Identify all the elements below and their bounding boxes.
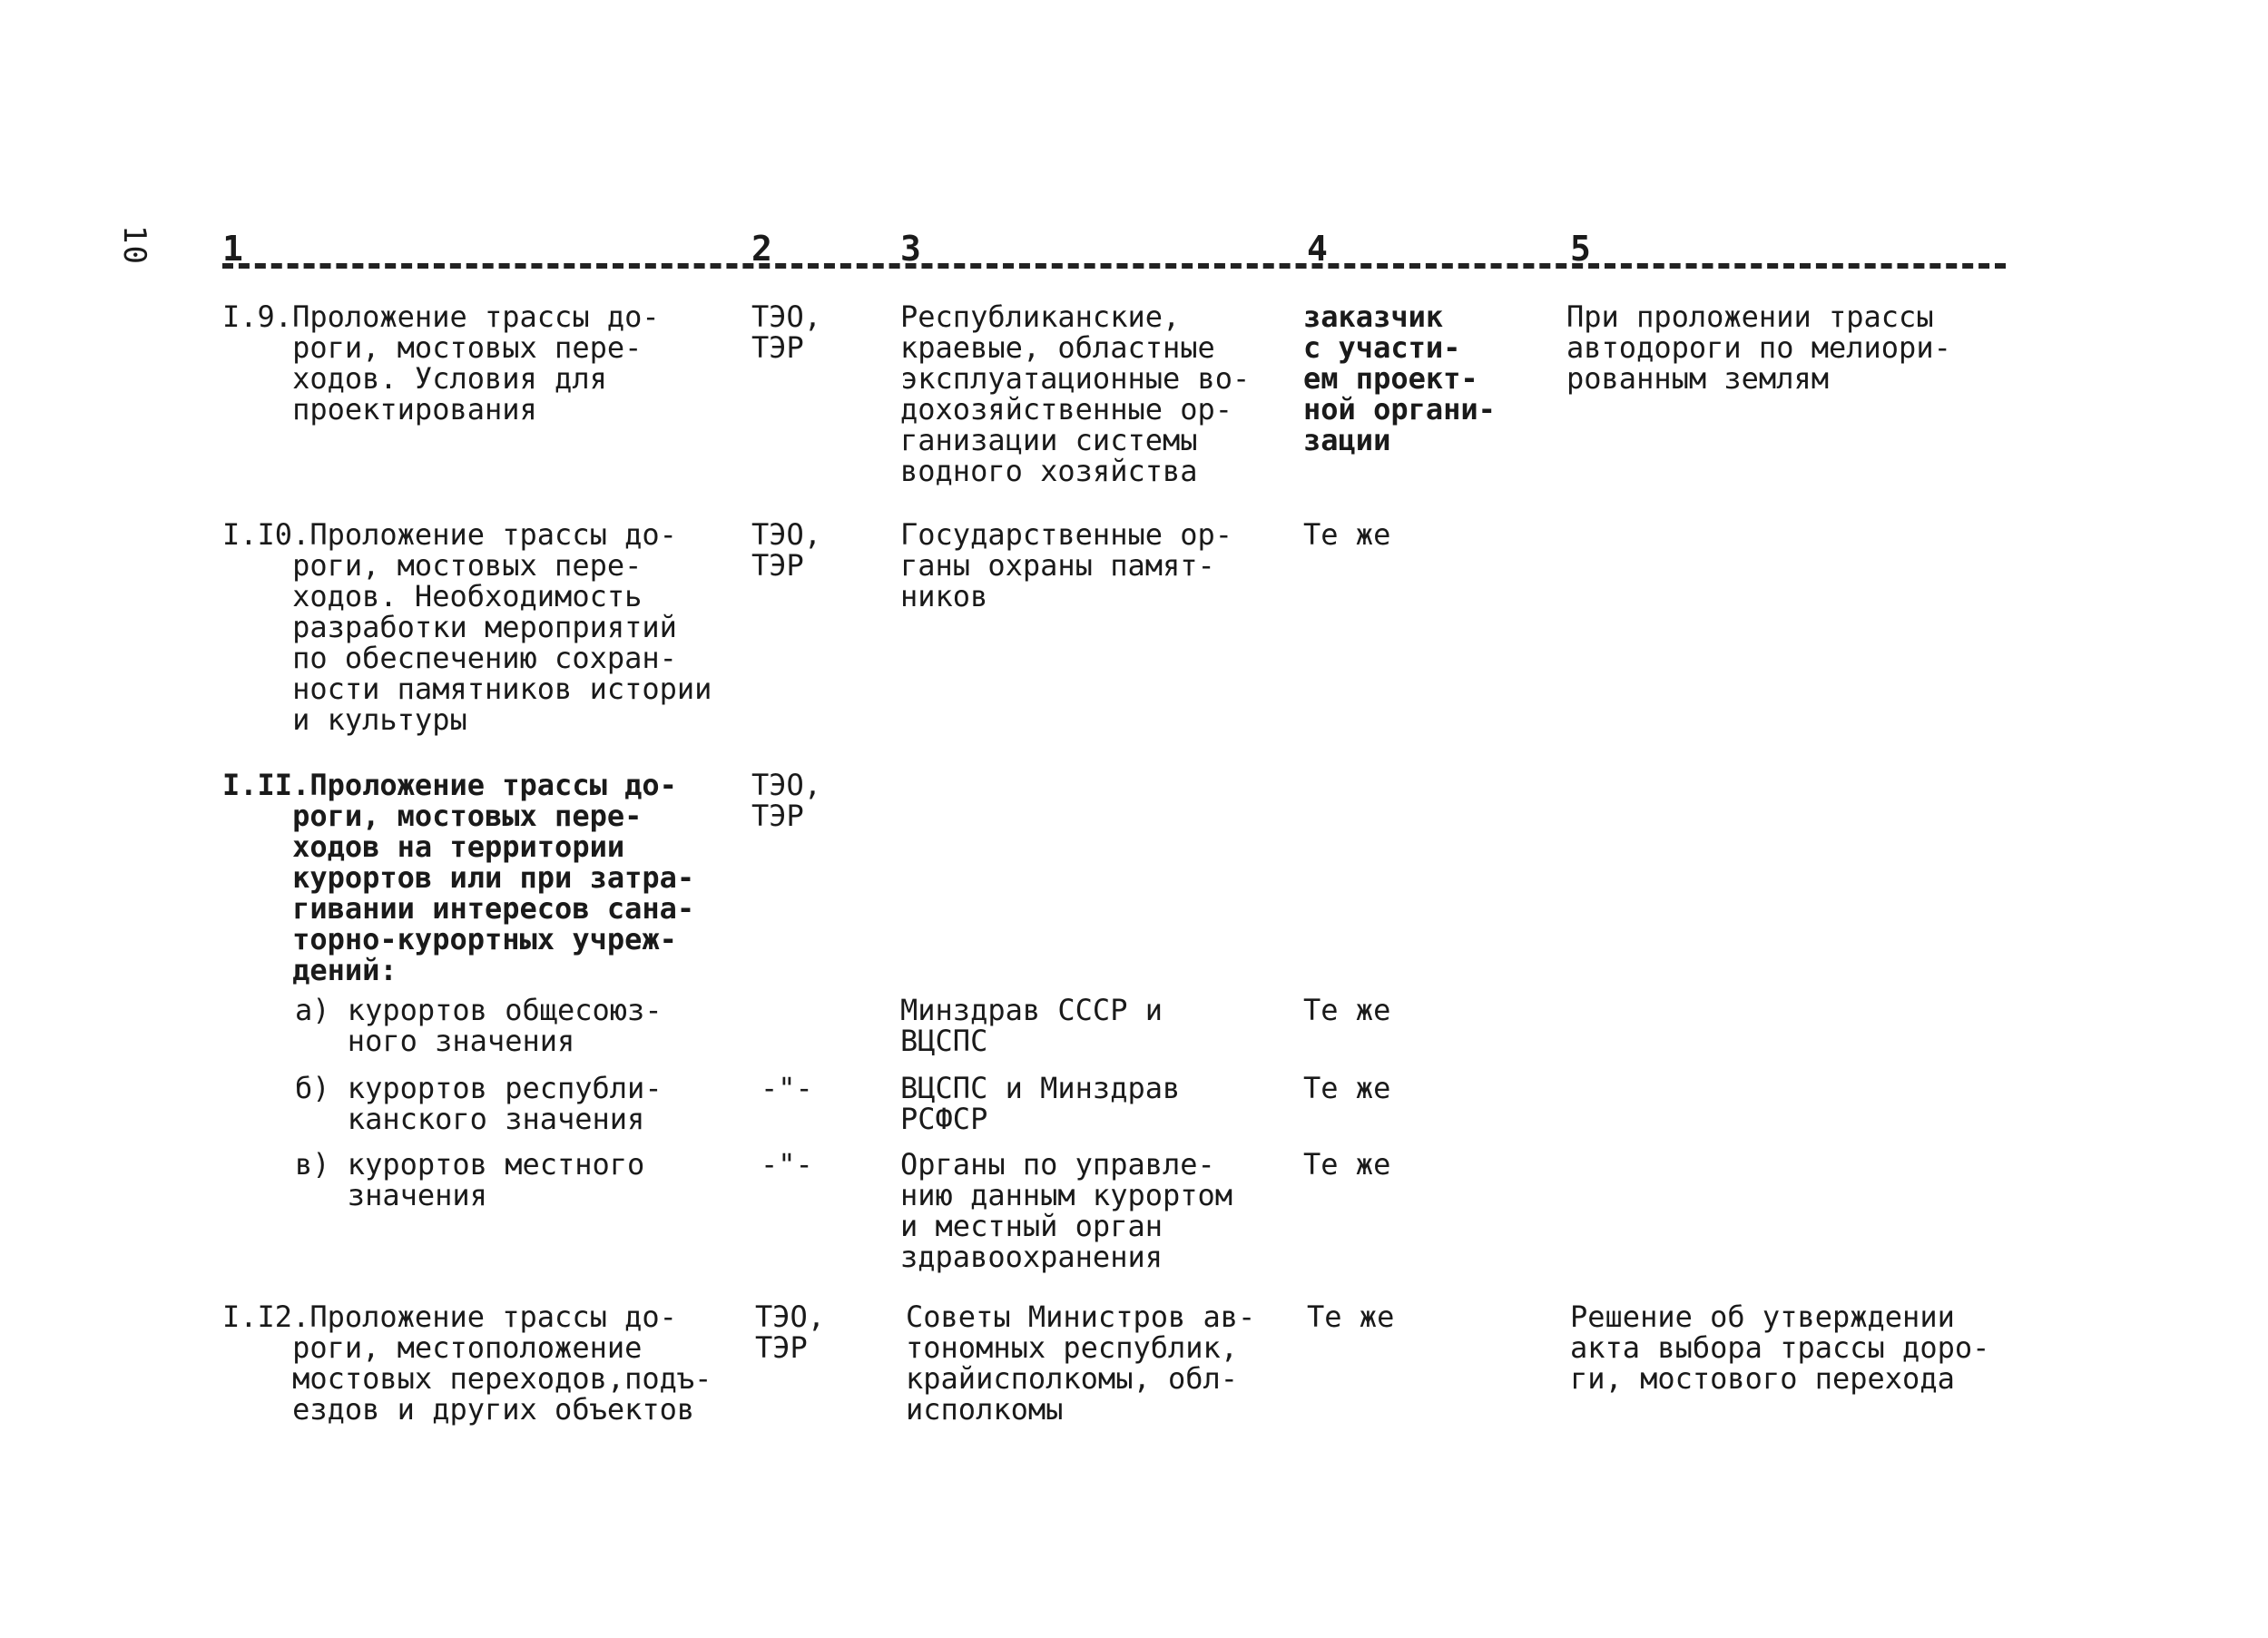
row-i11a-party: Те же <box>1303 993 1391 1027</box>
row-i11b-party: Те же <box>1303 1071 1391 1105</box>
row-i11b-stage: -"- <box>761 1071 813 1105</box>
column-header-4: 4 <box>1307 229 1328 269</box>
column-header-5: 5 <box>1570 229 1591 269</box>
row-i11a-authority: Минздрав СССР и ВЦСПС <box>900 993 1163 1058</box>
row-i9-authority: Республиканские, краевые, областные эксплуатационные во- дохозяйственные ор- ганизации системы водного хозяйства <box>900 299 1251 488</box>
row-i9-party: заказчик с участи- ем проект- ной органи- зации <box>1303 299 1496 457</box>
row-i11b-subject: б) курортов республи- канского значения <box>295 1071 663 1136</box>
row-i11a-subject: а) курортов общесоюз- ного значения <box>295 993 663 1058</box>
row-i11-stage: ТЭО, ТЭР <box>751 768 822 833</box>
header-divider <box>222 263 2006 269</box>
row-i9-note: При проложении трассы автодороги по мелиори- рованным землям <box>1566 299 1951 396</box>
row-i11v-party: Те же <box>1303 1147 1391 1182</box>
row-i11v-subject: в) курортов местного значения <box>295 1147 645 1212</box>
page-number: 10 <box>116 225 152 266</box>
row-i10-subject: I.I0.Проложение трассы до- роги, мостовых пере- ходов. Необходимость разработки мероприятий по обеспечению сохран- ности памятников истории и культуры <box>222 517 712 737</box>
column-header-3: 3 <box>900 229 921 269</box>
row-i10-authority: Государственные ор- ганы охраны памят- ников <box>900 517 1233 613</box>
row-i9-subject: I.9.Проложение трассы до- роги, мостовых пере- ходов. Условия для проектирования <box>222 299 660 427</box>
row-i11-subject: I.II.Проложение трассы до- роги, мостовых пере- ходов на территории курортов или при затра- гивании интересов сана- торно-курортных учреж- дений: <box>222 768 695 987</box>
column-header-2: 2 <box>751 229 772 269</box>
row-i11v-stage: -"- <box>761 1147 813 1182</box>
row-i12-stage: ТЭО, ТЭР <box>755 1300 826 1365</box>
column-header-1: 1 <box>222 229 243 269</box>
row-i9-stage: ТЭО, ТЭР <box>751 299 822 365</box>
row-i12-party: Те же <box>1307 1300 1395 1334</box>
row-i12-note: Решение об утверждении акта выбора трассы доро- ги, мостового перехода <box>1570 1300 1990 1396</box>
row-i11b-authority: ВЦСПС и Минздрав РСФСР <box>900 1071 1181 1136</box>
row-i10-stage: ТЭО, ТЭР <box>751 517 822 583</box>
row-i12-authority: Советы Министров ав- тономных республик, крайисполкомы, обл- исполкомы <box>906 1300 1256 1427</box>
row-i10-party: Те же <box>1303 517 1391 552</box>
row-i12-subject: I.I2.Проложение трассы до- роги, местоположение мостовых переходов,подъ- ездов и других объектов <box>222 1300 712 1427</box>
row-i11v-authority: Органы по управле- нию данным курортом и местный орган здравоохранения <box>900 1147 1233 1274</box>
